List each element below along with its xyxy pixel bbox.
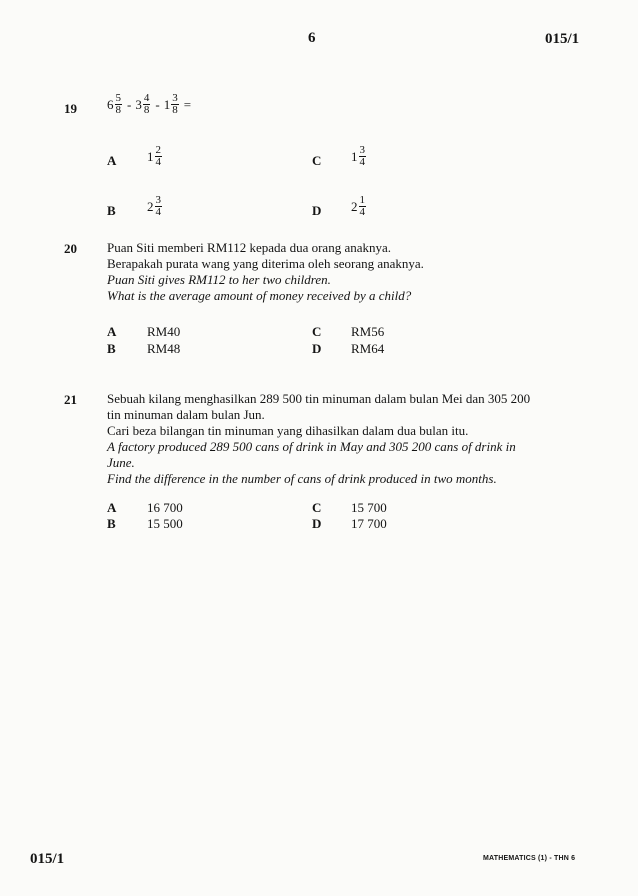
q21-malay-line-1: Sebuah kilang menghasilkan 289 500 tin minuman dalam bulan Mei dan 305 200	[107, 391, 531, 406]
equals-sign: =	[183, 96, 192, 112]
question-21-number: 21	[64, 392, 77, 407]
whole-part: 2	[351, 198, 358, 214]
minus-sign: -	[155, 96, 160, 112]
q21-english-line-1: A factory produced 289 500 cans of drink in May and 305 200 cans of drink in	[107, 439, 516, 454]
q20-option-b-letter: B	[107, 341, 116, 356]
numerator: 5	[115, 92, 121, 104]
q21-option-a-value[interactable]: 16 700	[147, 500, 183, 515]
q20-english-line-2: What is the average amount of money received by a child?	[107, 288, 412, 303]
q20-malay-line-2: Berapakah purata wang yang diterima oleh seorang anaknya.	[107, 256, 424, 271]
q21-malay-line-2: tin minuman dalam bulan Jun.	[107, 407, 265, 422]
numerator: 4	[143, 92, 150, 104]
q20-option-d-letter: D	[312, 341, 322, 356]
question-20-text	[107, 240, 577, 304]
denominator: 4	[155, 156, 161, 168]
q20-option-a-value[interactable]: RM40	[147, 324, 181, 339]
q19-option-a-letter: A	[107, 153, 117, 168]
q19-option-d-letter: D	[312, 203, 322, 218]
denominator: 4	[359, 206, 365, 218]
q20-option-a-letter: A	[107, 324, 117, 339]
q20-option-c-letter: C	[312, 324, 322, 339]
whole-part: 2	[147, 198, 154, 214]
question-20-number: 20	[64, 241, 77, 256]
q21-option-d-letter: D	[312, 516, 322, 531]
numerator: 2	[155, 144, 161, 156]
q19-option-b-value[interactable]	[147, 195, 163, 218]
q21-option-c-value[interactable]: 15 700	[351, 500, 387, 515]
q20-option-c-value[interactable]: RM56	[351, 324, 385, 339]
q21-malay-line-3: Cari beza bilangan tin minuman yang dihasilkan dalam dua bulan itu.	[107, 423, 469, 438]
q19-option-c-letter: C	[312, 153, 322, 168]
paper-code-footer: 015/1	[30, 851, 65, 867]
minus-sign: -	[127, 96, 132, 112]
q20-option-d-value[interactable]: RM64	[351, 341, 385, 356]
fraction	[143, 93, 151, 116]
fraction	[155, 145, 163, 168]
q19-option-a-value[interactable]	[147, 145, 163, 168]
whole-part: 1	[163, 96, 171, 112]
q20-english-line-1: Puan Siti gives RM112 to her two children.	[107, 272, 331, 287]
q19-option-d-value[interactable]	[351, 195, 367, 218]
denominator: 8	[172, 104, 178, 116]
denominator: 4	[359, 156, 365, 168]
numerator: 1	[359, 194, 365, 206]
numerator: 3	[172, 92, 178, 104]
fraction	[359, 195, 367, 218]
whole-part: 1	[351, 148, 358, 164]
denominator: 4	[155, 206, 161, 218]
q21-option-b-letter: B	[107, 516, 116, 531]
numerator: 3	[359, 144, 365, 156]
whole-part: 3	[135, 96, 142, 112]
q21-english-line-3: Find the difference in the number of cans of drink produced in two months.	[107, 471, 497, 486]
q20-malay-line-1: Puan Siti memberi RM112 kepada dua orang anaknya.	[107, 240, 392, 255]
fraction	[155, 195, 163, 218]
fraction	[171, 93, 179, 116]
paper-code-header: 015/1	[545, 31, 580, 47]
q21-option-d-value[interactable]: 17 700	[351, 516, 387, 531]
numerator: 3	[155, 194, 161, 206]
question-19-number: 19	[64, 101, 77, 116]
q21-option-b-value[interactable]: 15 500	[147, 516, 183, 531]
q21-option-c-letter: C	[312, 500, 322, 515]
denominator: 8	[143, 104, 150, 116]
fraction	[359, 145, 367, 168]
mixed-number-1	[107, 93, 123, 116]
mixed-number-3	[164, 93, 180, 116]
q21-english-line-2: June.	[107, 455, 135, 470]
subject-footer: MATHEMATICS (1) - THN 6	[483, 855, 576, 862]
fraction	[115, 93, 123, 116]
whole-part: 6	[107, 96, 114, 112]
denominator: 8	[115, 104, 121, 116]
question-19-expression	[107, 93, 191, 116]
whole-part: 1	[147, 148, 154, 164]
mixed-number-2	[135, 93, 151, 116]
q21-option-a-letter: A	[107, 500, 117, 515]
q20-option-b-value[interactable]: RM48	[147, 341, 181, 356]
q19-option-b-letter: B	[107, 203, 116, 218]
page-number: 6	[308, 30, 316, 46]
q19-option-c-value[interactable]	[351, 145, 367, 168]
question-21-text	[107, 391, 577, 487]
